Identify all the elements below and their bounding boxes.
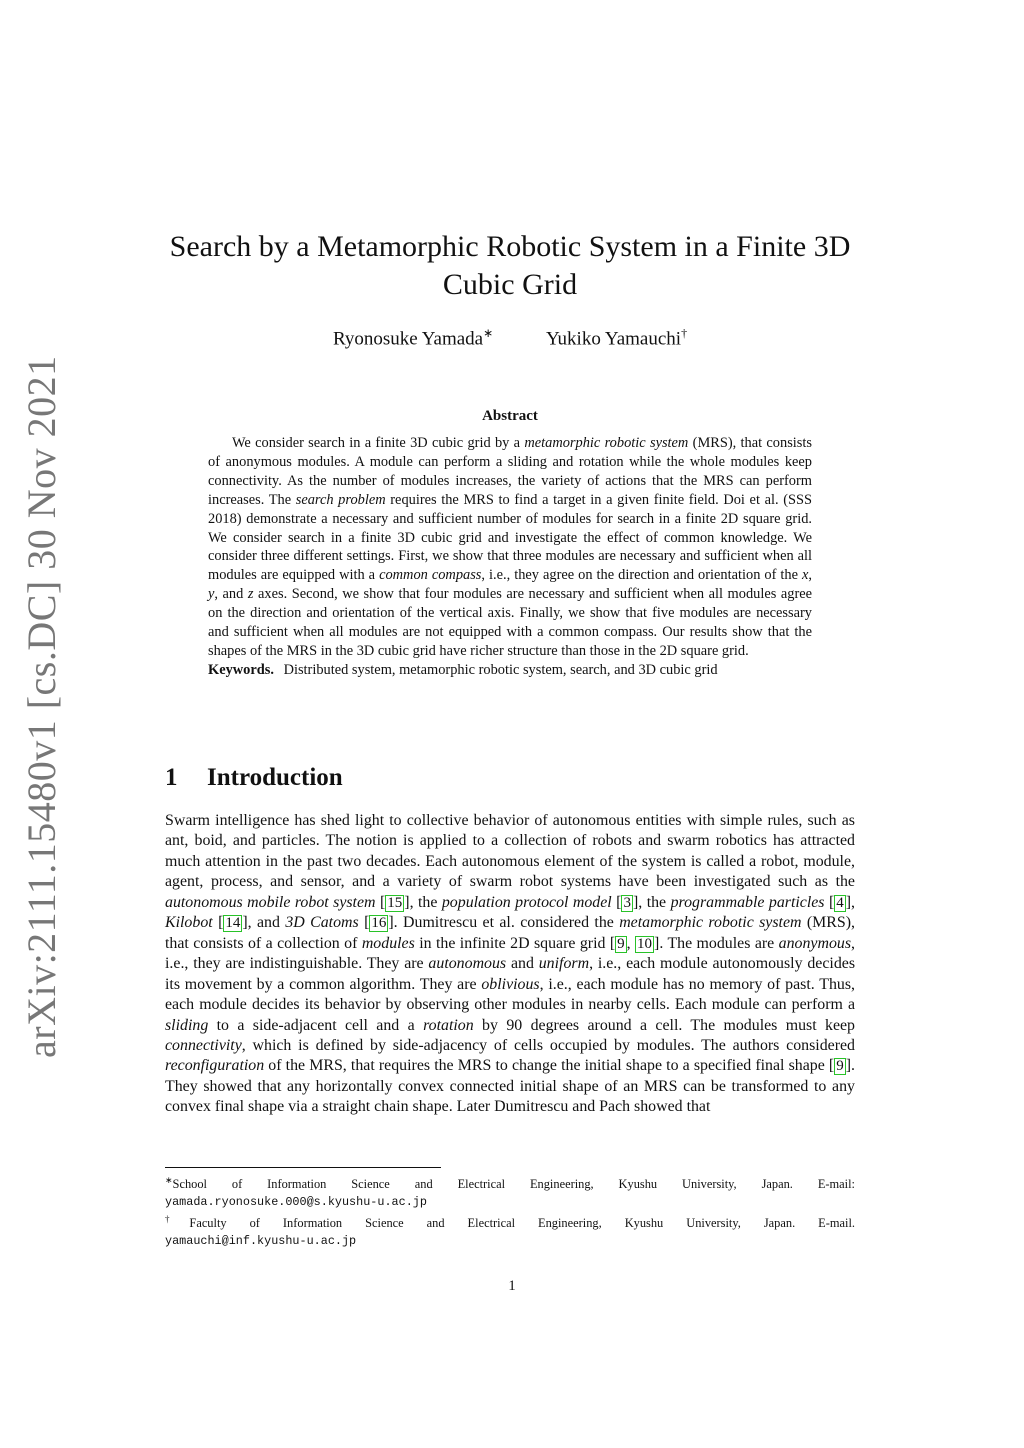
keywords xyxy=(208,661,812,680)
author-name: Ryonosuke Yamada xyxy=(332,328,484,350)
citation-link[interactable]: 4 xyxy=(836,894,844,911)
intro-paragraph: Swarm intelligence has shed light to collective behavior of autonomous entities with simple rules, such as ant, boid, and particles. The notion is applied to a collection of robots and swarm robotics has attracted much attention in the past two decades. Each autonomous element of the system is called a robot, module, agent, process, and sensor, and a variety of swarm robot systems have been investigated such as the autonomous mobile robot system [ 15 ], the population protocol model [ 3 ], the programmable particles [ 4 ], Kilobot [ 14 ], and 3D Catoms [ 16 ]. Dumitrescu et al. considered the metamorphic robotic system (MRS), that consists of a collection of modules in the infinite 2D square grid [ 9 , 10 ]. The modules are anonymous, i.e., they are indistinguishable. They are autonomous and uniform, i.e., each module autonomously decides its movement by a common algorithm. They are oblivious, i.e., each module has no memory of past. Thus, each module decides its behavior by observing other modules in nearby cells. Each module can perform a sliding to a side-adjacent cell and a rotation by 90 degrees around a cell. The modules must keep connectivity, which is defined by side-adjacency of cells occupied by modules. The authors considered reconfiguration of the MRS, that requires the MRS to change the initial shape to a specified final shape [ 9 ]. They showed that any horizontally convex connected initial shape of an MRS can be transformed to any convex final shape via a straight chain shape. Later Dumitrescu and Pach showed that xyxy=(165,812,856,1116)
citation-link[interactable]: 10 xyxy=(637,935,653,952)
abstract-paragraph: We consider search in a finite 3D cubic grid by a metamorphic robotic system (MRS), that consists of anonymous modules. A module can perform a sliding and rotation while the whole modules keep connectivity. As the number of modules increases, the variety of actions that the MRS can perform increases. The search problem requires the MRS to find a target in a given finite field. Doi et al. (SSS 2018) demonstrate a necessary and sufficient number of modules for search in a finite 2D square grid. We consider search in a finite 3D cubic grid and investigate the effect of common knowledge. We consider three different settings. First, we show that three modules are necessary and sufficient when all modules are equipped with a common compass, i.e., they agree on the direction and orientation of the x, y, and z axes. Second, we show that four modules are necessary and sufficient when all modules agree on the direction and orientation of the vertical axis. Finally, we show that five modules are necessary and sufficient when all modules are not equipped with a common compass. Our results show that the shapes of the MRS in the 3D cubic grid have richer structure than those in the 2D square grid. xyxy=(208,435,813,659)
footnotes xyxy=(165,1172,855,1249)
author-mark: † xyxy=(681,326,688,340)
citation-link[interactable]: 16 xyxy=(371,915,387,932)
arxiv-identifier: arXiv:2111.15480v1 [cs.DC] 30 Nov 2021 xyxy=(19,355,64,1058)
footnote-1: ∗School of Information Science and Electrical Engineering, Kyushu University, Japan. E-mail: xyxy=(165,1175,855,1192)
section-number: 1 xyxy=(165,764,178,791)
footnote-rule xyxy=(165,1167,441,1168)
footnote-2: †Faculty of Information Science and Electrical Engineering, Kyushu University, Japan. E-mail. xyxy=(165,1213,855,1230)
citation-link[interactable]: 9 xyxy=(836,1058,844,1075)
author-1 xyxy=(333,326,493,350)
citation-link[interactable]: 3 xyxy=(623,894,631,911)
keywords-text: Distributed system, metamorphic robotic system, search, and 3D cubic grid xyxy=(283,661,718,678)
introduction-body xyxy=(165,811,855,1118)
page-number: 1 xyxy=(508,1278,516,1294)
citation-link[interactable]: 14 xyxy=(225,915,241,932)
section-title: Introduction xyxy=(207,764,343,791)
citation-link[interactable]: 15 xyxy=(387,894,403,911)
footnote-2-email: yamauchi@inf.kyushu-u.ac.jp xyxy=(165,1233,357,1248)
keywords-label: Keywords. xyxy=(208,661,274,678)
author-name: Yukiko Yamauchi xyxy=(545,328,682,350)
author-list xyxy=(165,326,855,350)
footnote-1-email: yamada.ryonosuke.000@s.kyushu-u.ac.jp xyxy=(165,1194,427,1209)
citation-link[interactable]: 9 xyxy=(617,935,625,952)
abstract-heading: Abstract xyxy=(482,408,538,424)
author-mark: ∗ xyxy=(483,326,494,340)
author-2 xyxy=(546,326,687,350)
paper-title: Search by a Metamorphic Robotic System in a Finite 3D Cubic Grid xyxy=(169,230,851,301)
abstract-body xyxy=(208,434,812,680)
section-heading xyxy=(165,764,343,792)
